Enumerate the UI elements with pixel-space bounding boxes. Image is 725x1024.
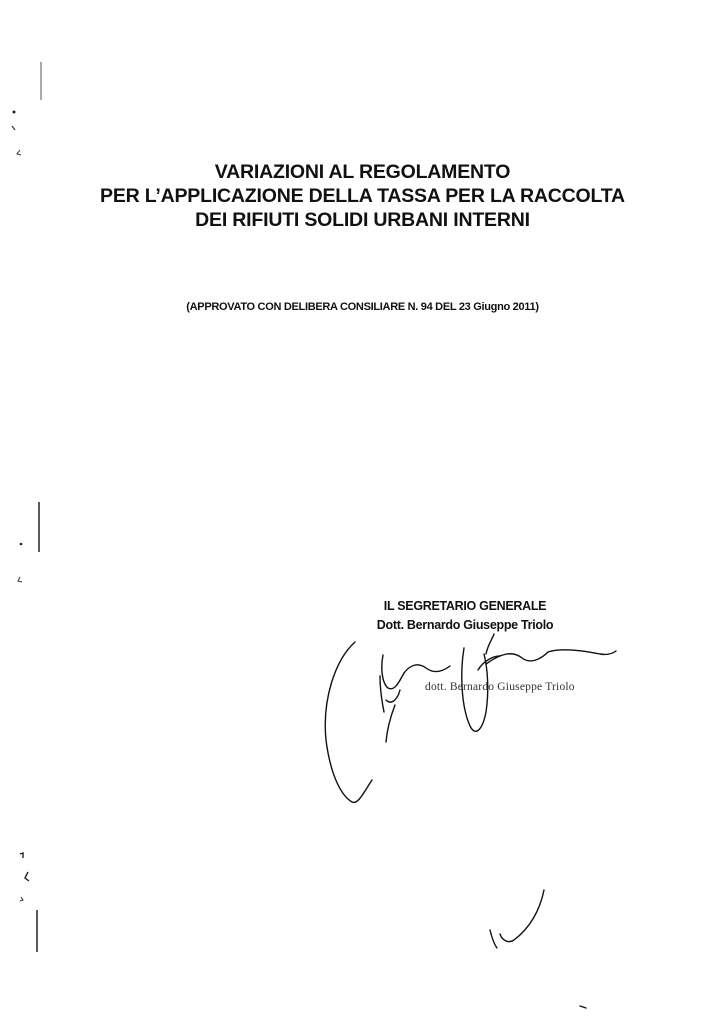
signature-stroke [404, 665, 450, 673]
title-line-1: VARIAZIONI AL REGOLAMENTO [214, 161, 511, 183]
margin-mark [20, 543, 23, 546]
margin-mark [12, 126, 15, 130]
signature-stroke [486, 650, 616, 664]
title-line-3: DEI RIFIUTI SOLIDI URBANI INTERNI [195, 209, 530, 231]
signature-stroke [486, 634, 494, 654]
signature-stroke [490, 930, 497, 948]
signature-stroke [380, 676, 384, 712]
document-title [0, 160, 725, 232]
margin-mark [18, 577, 22, 582]
signature-stroke [386, 690, 400, 702]
signature-stroke [478, 656, 500, 670]
signer-role: IL SEGRETARIO GENERALE [383, 599, 547, 613]
name-stamp: dott. Bernardo Giuseppe Triolo [425, 681, 575, 693]
title-line-2: PER L’APPLICAZIONE DELLA TASSA PER LA RACCOLTA [100, 185, 625, 207]
signature-stroke [386, 705, 395, 742]
margin-mark [20, 853, 23, 858]
scan-margin-marks [0, 0, 60, 1024]
signer-name: Dott. Bernardo Giuseppe Triolo [376, 618, 554, 632]
signature-stroke [500, 890, 544, 942]
margin-mark [17, 150, 21, 155]
signature-stroke [580, 1006, 586, 1008]
signer-block [330, 597, 600, 635]
margin-mark [13, 111, 16, 114]
margin-mark [25, 872, 29, 881]
margin-mark [20, 897, 23, 901]
signature-stroke [382, 655, 404, 689]
approval-note: (APPROVATO CON DELIBERA CONSILIARE N. 94 DEL 23 Giugno 2011) [186, 301, 539, 313]
signature-stroke [325, 642, 372, 802]
